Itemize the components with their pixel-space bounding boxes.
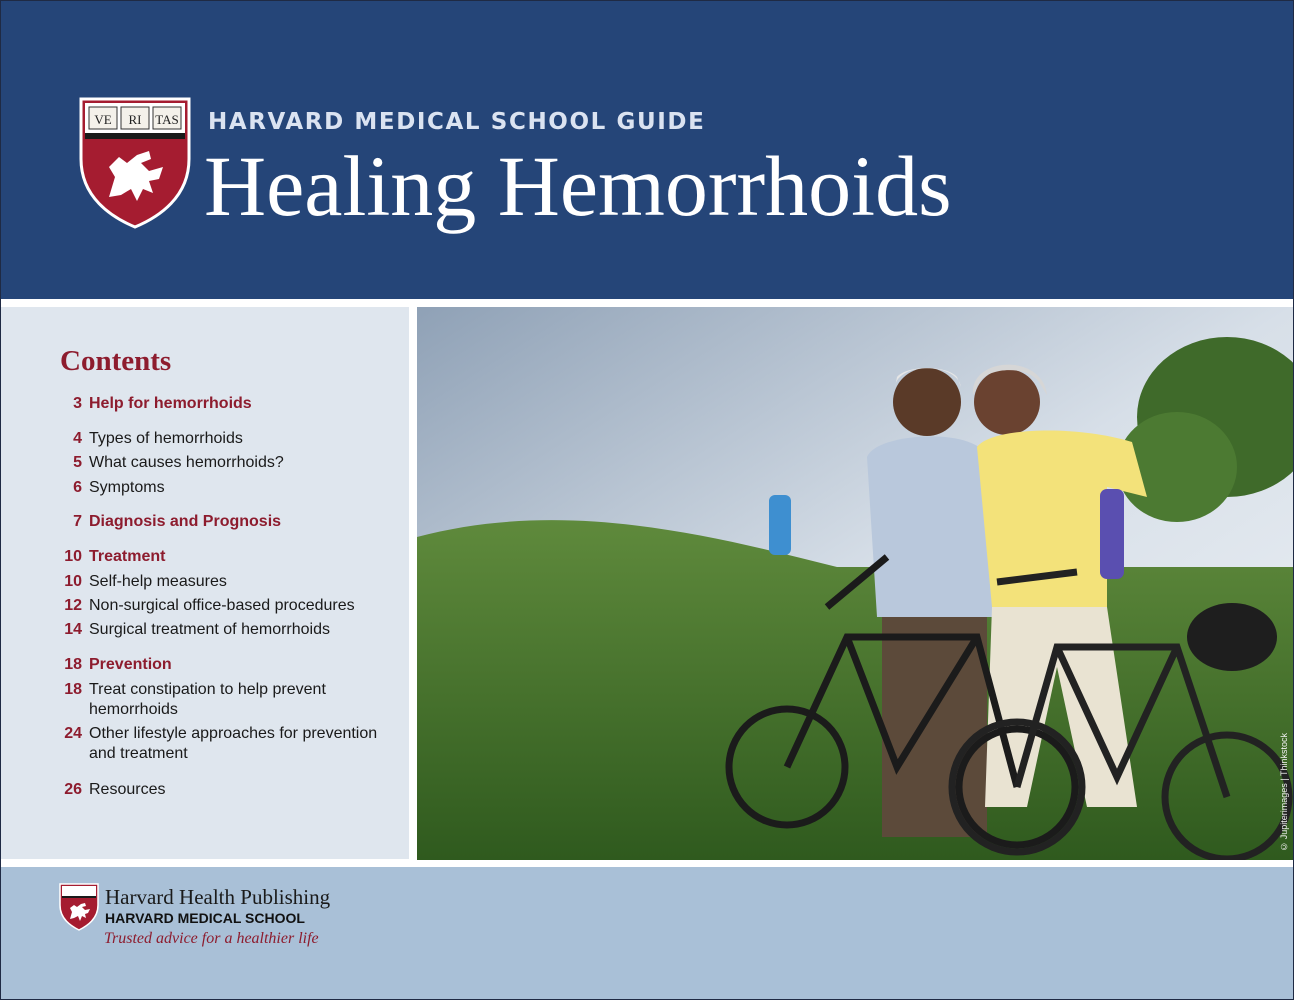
cyclists-photo-illustration <box>417 307 1294 860</box>
harvard-shield-icon <box>79 97 191 229</box>
toc-label: Non-surgical office-based procedures <box>89 597 355 614</box>
toc-label: Symptoms <box>89 479 165 496</box>
bike-helmet-icon <box>1187 603 1277 671</box>
harvard-shield-small-icon <box>59 883 99 931</box>
toc-page-number: 4 <box>73 430 82 447</box>
photo-credit: © Jupiterimages | Thinkstock <box>1279 733 1289 852</box>
publisher-tagline: Trusted advice for a healthier life <box>104 930 319 947</box>
cover-photo <box>417 307 1294 860</box>
crest-text-1: VE <box>94 112 112 127</box>
toc-label: Resources <box>89 781 166 798</box>
toc-page-number: 26 <box>64 781 82 798</box>
contents-heading: Contents <box>60 345 172 377</box>
toc-label: Self-help measures <box>89 573 227 590</box>
toc-page-number: 18 <box>64 656 82 673</box>
toc-label: Surgical treatment of hemorrhoids <box>89 621 330 638</box>
toc-label: Prevention <box>89 656 172 673</box>
guide-title: Healing Hemorrhoids <box>204 138 952 234</box>
toc-label: Other lifestyle approaches for prevention and treatment <box>89 725 378 762</box>
crest-text-2: RI <box>128 112 142 127</box>
water-bottle-icon <box>1100 489 1124 579</box>
toc-page-number: 7 <box>73 513 82 530</box>
toc-page-number: 14 <box>64 621 82 638</box>
toc-page-number: 10 <box>64 573 82 590</box>
toc-label: Treatment <box>89 548 166 565</box>
toc-label: Types of hemorrhoids <box>89 430 243 447</box>
toc-page-number: 10 <box>64 548 82 565</box>
water-bottle-icon <box>769 495 791 555</box>
toc-page-number: 6 <box>73 479 82 496</box>
publisher-name: Harvard Health Publishing <box>105 885 331 909</box>
toc-page-number: 3 <box>73 395 82 412</box>
toc-label: Diagnosis and Prognosis <box>89 513 282 530</box>
publisher-school: HARVARD MEDICAL SCHOOL <box>105 910 305 926</box>
crest-text-3: TAS <box>155 112 179 127</box>
toc-label: Treat constipation to help prevent hemorrhoids <box>89 681 326 718</box>
toc-page-number: 5 <box>73 454 82 471</box>
toc-label: What causes hemorrhoids? <box>89 454 284 471</box>
toc-label: Help for hemorrhoids <box>89 395 252 412</box>
toc-page-number: 18 <box>64 681 82 698</box>
guide-overline: HARVARD MEDICAL SCHOOL GUIDE <box>208 109 706 135</box>
toc-page-number: 12 <box>64 597 82 614</box>
toc-page-number: 24 <box>64 725 82 742</box>
